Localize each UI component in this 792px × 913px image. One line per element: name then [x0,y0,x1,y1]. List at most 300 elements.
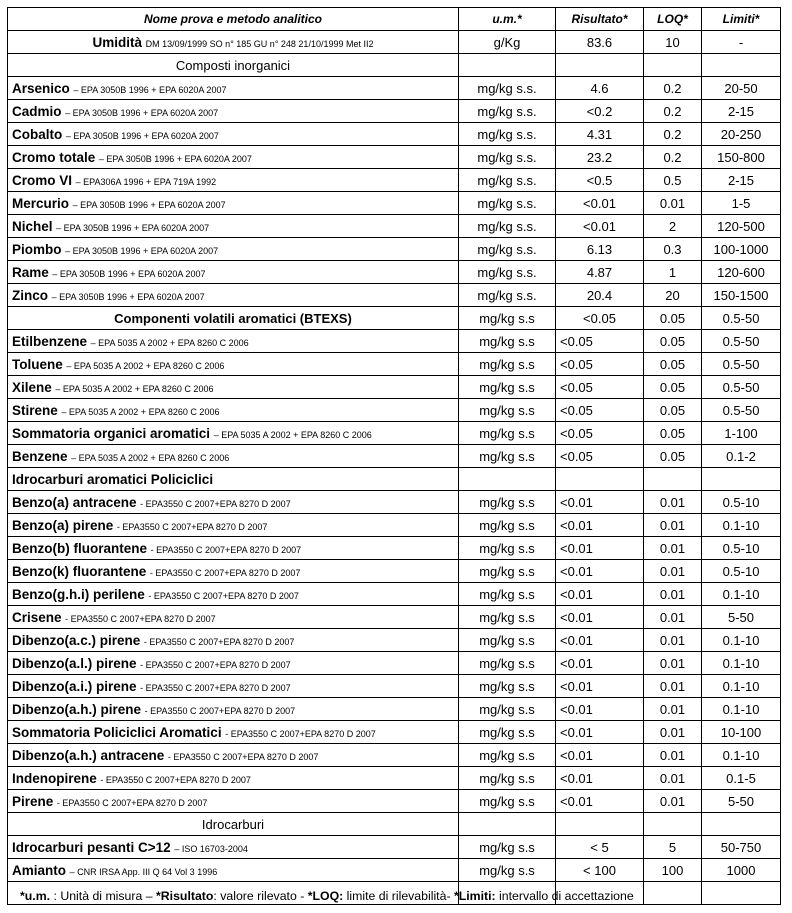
result-cell: <0.05 [556,330,644,353]
analyte-method: – EPA 3050B 1996 + EPA 6020A 2007 [65,107,219,118]
limit-cell: 2-15 [702,100,781,123]
section-row [8,54,781,77]
analyte-cell [8,376,459,399]
limit-cell: 20-250 [702,123,781,146]
header-um: u.m.* [459,8,556,31]
analyte-name: Stirene [12,402,58,418]
loq-cell: 0.01 [644,560,702,583]
analyte-name: Benzo(a) antracene [12,494,137,510]
limit-cell: 0.1-10 [702,583,781,606]
unit-cell: mg/kg s.s [459,675,556,698]
table-row [8,744,781,767]
unit-cell: mg/kg s.s [459,491,556,514]
table-row [8,652,781,675]
limit-cell: 1000 [702,859,781,882]
result-cell: <0.01 [556,606,644,629]
table-row [8,836,781,859]
result-cell: <0.01 [556,215,644,238]
result-cell: <0.01 [556,629,644,652]
table-row [8,721,781,744]
limit-cell: 0.1-2 [702,445,781,468]
header-result: Risultato* [556,8,644,31]
analyte-name: Amianto [12,862,66,878]
loq-cell: 0.01 [644,491,702,514]
unit-cell [459,813,556,836]
table-row [8,491,781,514]
analyte-method: - EPA3550 C 2007+EPA 8270 D 2007 [65,613,216,624]
analyte-cell [8,215,459,238]
analyte-cell [8,238,459,261]
result-cell: <0.5 [556,169,644,192]
analyte-name: Dibenzo(a.h.) pirene [12,701,142,717]
limit-cell: 20-50 [702,77,781,100]
unit-cell: mg/kg s.s. [459,261,556,284]
limit-cell: 0.5-50 [702,376,781,399]
result-cell [556,813,644,836]
analyte-cell: Idrocarburi aromatici Policiclici [8,468,459,491]
limit-cell: - [702,31,781,54]
loq-cell: 0.01 [644,790,702,813]
unit-cell: mg/kg s.s. [459,284,556,307]
limit-cell: 1-100 [702,422,781,445]
analyte-cell [8,77,459,100]
loq-cell [644,468,702,491]
analyte-cell [8,399,459,422]
result-cell [556,54,644,77]
limit-cell: 5-50 [702,790,781,813]
unit-cell: mg/kg s.s [459,307,556,330]
limit-cell: 0.1-10 [702,652,781,675]
analyte-cell [8,790,459,813]
limit-cell: 0.1-10 [702,629,781,652]
analyte-name: Sommatoria organici aromatici [12,425,211,441]
loq-cell [644,54,702,77]
analyte-cell: Idrocarburi [8,813,459,836]
loq-cell: 0.01 [644,675,702,698]
result-cell: <0.2 [556,100,644,123]
analyte-name: Etilbenzene [12,333,88,349]
table-row [8,330,781,353]
limit-cell: 0.1-5 [702,767,781,790]
legend-term: *LOQ: [307,889,344,903]
analyte-name: Sommatoria Policiclici Aromatici [12,724,222,740]
analyte-name: Indenopirene [12,770,97,786]
limit-cell: 5-50 [702,606,781,629]
unit-cell: mg/kg s.s [459,744,556,767]
result-cell: <0.05 [556,422,644,445]
limit-cell [702,468,781,491]
limit-cell: 0.1-10 [702,514,781,537]
table-row [8,123,781,146]
header-name: Nome prova e metodo analitico [8,8,459,31]
table-row [8,629,781,652]
result-cell: <0.01 [556,652,644,675]
limit-cell: 100-1000 [702,238,781,261]
analyte-method: – EPA 5035 A 2002 + EPA 8260 C 2006 [90,337,249,348]
table-row [8,215,781,238]
table-row [8,261,781,284]
result-cell: 4.6 [556,77,644,100]
analyte-cell [8,583,459,606]
result-cell: <0.01 [556,537,644,560]
analyte-name: Cobalto [12,126,63,142]
analyte-method: – CNR IRSA App. III Q 64 Vol 3 1996 [69,866,218,877]
unit-cell: mg/kg s.s. [459,146,556,169]
analyte-cell [8,353,459,376]
analyte-cell: Componenti volatili aromatici (BTEXS) [8,307,459,330]
table-row [8,767,781,790]
loq-cell [644,813,702,836]
analyte-method: – EPA 3050B 1996 + EPA 6020A 2007 [72,199,226,210]
analyte-name: Piombo [12,241,62,257]
analyte-name: Xilene [12,379,52,395]
unit-cell: mg/kg s.s. [459,238,556,261]
limit-cell: 0.5-10 [702,491,781,514]
footer-legend [20,889,780,903]
analyte-cell [8,422,459,445]
analyte-cell [8,675,459,698]
analysis-table [7,7,781,905]
limit-cell: 0.5-50 [702,330,781,353]
legend-term: *Limiti: [453,889,496,903]
result-cell: <0.01 [556,514,644,537]
analyte-cell [8,330,459,353]
unit-cell: mg/kg s.s [459,560,556,583]
analyte-name: Dibenzo(a.c.) pirene [12,632,141,648]
table-row [8,77,781,100]
analyte-cell [8,284,459,307]
loq-cell: 20 [644,284,702,307]
analyte-cell [8,744,459,767]
analyte-method: - EPA3550 C 2007+EPA 8270 D 2007 [150,544,302,555]
loq-cell: 0.05 [644,376,702,399]
analyte-name: Dibenzo(a.i.) pirene [12,678,137,694]
table-row [8,445,781,468]
loq-cell: 10 [644,31,702,54]
table-body [8,31,781,905]
analyte-method: – EPA 3050B 1996 + EPA 6020A 2007 [73,84,227,95]
loq-cell: 0.01 [644,744,702,767]
limit-cell: 0.1-10 [702,675,781,698]
result-cell: <0.01 [556,767,644,790]
analyte-name: Rame [12,264,49,280]
analyte-method: DM 13/09/1999 SO n° 185 GU n° 248 21/10/1999 Met II2 [145,38,374,49]
analyte-name: Cadmio [12,103,62,119]
loq-cell: 5 [644,836,702,859]
analyte-method: - EPA3550 C 2007+EPA 8270 D 2007 [116,521,268,532]
result-cell: 4.87 [556,261,644,284]
loq-cell: 0.05 [644,307,702,330]
table-row [8,192,781,215]
table-row [8,100,781,123]
loq-cell: 0.01 [644,192,702,215]
table-row [8,353,781,376]
analyte-method: - EPA3550 C 2007+EPA 8270 D 2007 [148,590,299,601]
analyte-name: Benzene [12,448,68,464]
result-cell: <0.01 [556,583,644,606]
analyte-cell: Composti inorganici [8,54,459,77]
unit-cell: mg/kg s.s [459,698,556,721]
analyte-cell [8,721,459,744]
result-cell: <0.01 [556,560,644,583]
analyte-method: - EPA3550 C 2007+EPA 8270 D 2007 [140,682,291,693]
analyte-method: - EPA3550 C 2007+EPA 8270 D 2007 [56,797,208,808]
analyte-cell [8,859,459,882]
result-cell [556,468,644,491]
analyte-method: – EPA 3050B 1996 + EPA 6020A 2007 [65,245,219,256]
analyte-name: Idrocarburi pesanti C>12 [12,839,171,855]
result-cell: 23.2 [556,146,644,169]
analyte-cell [8,560,459,583]
table-row [8,399,781,422]
unit-cell [459,468,556,491]
header-loq: LOQ* [644,8,702,31]
analyte-cell [8,652,459,675]
unit-cell: mg/kg s.s [459,790,556,813]
analyte-name: Nichel [12,218,53,234]
loq-cell: 2 [644,215,702,238]
loq-cell: 0.01 [644,767,702,790]
analyte-method: – EPA 5035 A 2002 + EPA 8260 C 2006 [213,429,372,440]
analyte-method: – EPA 3050B 1996 + EPA 6020A 2007 [52,268,206,279]
loq-cell: 0.01 [644,583,702,606]
limit-cell: 0.5-10 [702,560,781,583]
limit-cell: 50-750 [702,836,781,859]
section-row [8,468,781,491]
result-cell: <0.05 [556,307,644,330]
unit-cell: mg/kg s.s [459,330,556,353]
loq-cell: 0.01 [644,721,702,744]
table-row [8,583,781,606]
limit-cell: 120-600 [702,261,781,284]
table-row [8,859,781,882]
loq-cell: 0.05 [644,445,702,468]
unit-cell: mg/kg s.s [459,652,556,675]
limit-cell: 0.5-50 [702,399,781,422]
analyte-cell [8,537,459,560]
analyte-cell [8,629,459,652]
limit-cell: 1-5 [702,192,781,215]
unit-cell: mg/kg s.s. [459,215,556,238]
limit-cell: 0.1-10 [702,744,781,767]
loq-cell: 0.2 [644,146,702,169]
unit-cell: mg/kg s.s [459,422,556,445]
unit-cell: mg/kg s.s [459,767,556,790]
analyte-name: Zinco [12,287,48,303]
result-cell: <0.01 [556,675,644,698]
loq-cell: 0.05 [644,353,702,376]
analyte-cell [8,261,459,284]
loq-cell: 0.01 [644,652,702,675]
result-cell: <0.01 [556,721,644,744]
analyte-name: Cromo totale [12,149,96,165]
analyte-method: - EPA3550 C 2007+EPA 8270 D 2007 [167,751,319,762]
unit-cell [459,54,556,77]
analyte-method: - EPA3550 C 2007+EPA 8270 D 2007 [225,728,376,739]
analyte-cell [8,445,459,468]
loq-cell: 0.01 [644,698,702,721]
analyte-method: – EPA 3050B 1996 + EPA 6020A 2007 [65,130,219,141]
analyte-cell [8,491,459,514]
loq-cell: 0.2 [644,123,702,146]
unit-cell: mg/kg s.s [459,353,556,376]
analyte-method: – EPA 3050B 1996 + EPA 6020A 2007 [98,153,252,164]
unit-cell: mg/kg s.s [459,537,556,560]
analyte-method: – EPA 5035 A 2002 + EPA 8260 C 2006 [55,383,214,394]
analyte-cell [8,606,459,629]
result-cell: 4.31 [556,123,644,146]
limit-cell: 2-15 [702,169,781,192]
table-row [8,146,781,169]
legend-text: : Unità di misura – [50,889,157,903]
table-row [8,514,781,537]
table-row [8,238,781,261]
table-row [8,698,781,721]
legend-term: *u.m. [20,889,51,903]
result-cell: 6.13 [556,238,644,261]
table-row [8,675,781,698]
result-cell: < 100 [556,859,644,882]
loq-cell: 0.2 [644,100,702,123]
result-cell: <0.05 [556,399,644,422]
limit-cell: 150-1500 [702,284,781,307]
limit-cell: 120-500 [702,215,781,238]
table-row [8,560,781,583]
table-header-row [8,8,781,31]
section-row [8,813,781,836]
analyte-name: Benzo(g.h.i) perilene [12,586,145,602]
limit-cell [702,813,781,836]
table-row [8,284,781,307]
limit-cell: 10-100 [702,721,781,744]
analyte-method: – EPA 5035 A 2002 + EPA 8260 C 2006 [66,360,225,371]
analyte-method: – EPA 5035 A 2002 + EPA 8260 C 2006 [71,452,230,463]
analyte-name: Cromo VI [12,172,73,188]
analyte-method: - EPA3550 C 2007+EPA 8270 D 2007 [140,659,291,670]
analyte-cell [8,123,459,146]
loq-cell: 0.05 [644,422,702,445]
unit-cell: mg/kg s.s. [459,77,556,100]
analyte-cell [8,767,459,790]
analyte-name: Benzo(b) fluorantene [12,540,147,556]
analyte-cell [8,100,459,123]
loq-cell: 0.01 [644,606,702,629]
loq-cell: 1 [644,261,702,284]
analyte-method: – EPA 3050B 1996 + EPA 6020A 2007 [56,222,210,233]
legend-text: intervallo di accettazione [495,889,634,903]
analyte-name: Benzo(a) pirene [12,517,114,533]
analyte-cell [8,192,459,215]
unit-cell: mg/kg s.s [459,836,556,859]
limit-cell: 0.5-50 [702,307,781,330]
unit-cell: mg/kg s.s [459,399,556,422]
analyte-method: – EPA306A 1996 + EPA 719A 1992 [75,176,217,187]
analyte-name: Dibenzo(a.h.) antracene [12,747,165,763]
limit-cell: 0.5-10 [702,537,781,560]
loq-cell: 0.01 [644,629,702,652]
legend-term: *Risultato [156,889,214,903]
table-row [8,422,781,445]
analyte-method: - EPA3550 C 2007+EPA 8270 D 2007 [144,705,296,716]
result-cell: 83.6 [556,31,644,54]
loq-cell: 0.3 [644,238,702,261]
table-row [8,606,781,629]
analyte-method: - EPA3550 C 2007+EPA 8270 D 2007 [143,636,295,647]
analyte-name: Crisene [12,609,62,625]
result-cell: <0.05 [556,445,644,468]
result-cell: <0.05 [556,376,644,399]
unit-cell: mg/kg s.s [459,859,556,882]
table-row [8,169,781,192]
unit-cell: mg/kg s.s. [459,123,556,146]
section-row [8,307,781,330]
analyte-cell [8,31,459,54]
unit-cell: mg/kg s.s [459,606,556,629]
analyte-name: Toluene [12,356,63,372]
result-cell: <0.01 [556,698,644,721]
loq-cell: 0.5 [644,169,702,192]
analyte-method: – EPA 3050B 1996 + EPA 6020A 2007 [51,291,205,302]
analyte-cell [8,698,459,721]
unit-cell: mg/kg s.s [459,583,556,606]
limit-cell: 0.1-10 [702,698,781,721]
result-cell: <0.05 [556,353,644,376]
loq-cell: 0.01 [644,537,702,560]
result-cell: <0.01 [556,192,644,215]
limit-cell: 0.5-50 [702,353,781,376]
header-limits: Limiti* [702,8,781,31]
analyte-name: Benzo(k) fluorantene [12,563,147,579]
unit-cell: mg/kg s.s [459,514,556,537]
analyte-method: - EPA3550 C 2007+EPA 8270 D 2007 [140,498,291,509]
analyte-cell [8,146,459,169]
unit-cell: mg/kg s.s. [459,100,556,123]
analyte-name: Dibenzo(a.l.) pirene [12,655,137,671]
analyte-cell [8,169,459,192]
analyte-method: – ISO 16703-2004 [174,843,248,854]
table-row [8,376,781,399]
analyte-name: Umidità [92,34,143,50]
loq-cell: 0.01 [644,514,702,537]
result-cell: 20.4 [556,284,644,307]
loq-cell: 0.05 [644,330,702,353]
table-row [8,537,781,560]
unit-cell: mg/kg s.s [459,721,556,744]
analyte-method: - EPA3550 C 2007+EPA 8270 D 2007 [149,567,301,578]
analyte-cell [8,836,459,859]
analyte-cell [8,514,459,537]
result-cell: <0.01 [556,491,644,514]
unit-cell: mg/kg s.s [459,445,556,468]
legend-text: limite di rilevabilità- [343,889,454,903]
unit-cell: mg/kg s.s. [459,169,556,192]
limit-cell [702,54,781,77]
unit-cell: g/Kg [459,31,556,54]
result-cell: < 5 [556,836,644,859]
unit-cell: mg/kg s.s [459,629,556,652]
loq-cell: 0.05 [644,399,702,422]
analyte-name: Arsenico [12,80,70,96]
legend-text: : valore rilevato - [213,889,308,903]
analyte-name: Pirene [12,793,54,809]
unit-cell: mg/kg s.s [459,376,556,399]
table-row [8,31,781,54]
analyte-method: – EPA 5035 A 2002 + EPA 8260 C 2006 [61,406,220,417]
analyte-name: Mercurio [12,195,70,211]
result-cell: <0.01 [556,790,644,813]
result-cell: <0.01 [556,744,644,767]
limit-cell: 150-800 [702,146,781,169]
